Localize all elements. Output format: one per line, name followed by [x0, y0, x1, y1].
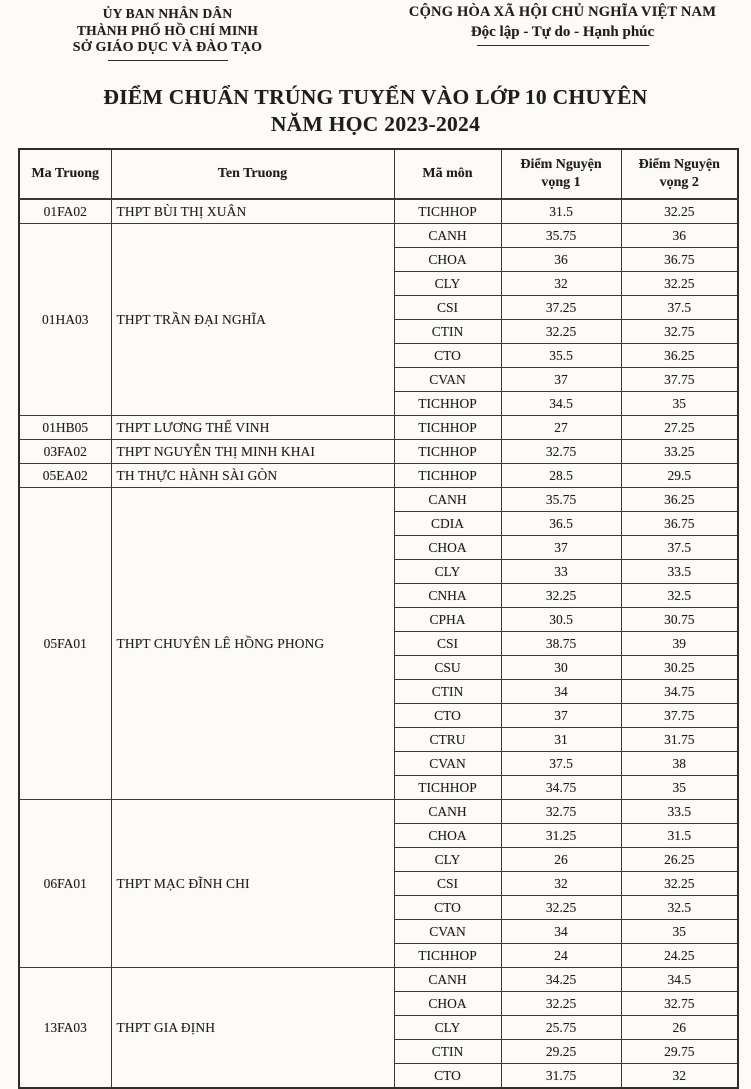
school-name-cell: TH THỰC HÀNH SÀI GÒN: [111, 464, 394, 488]
school-code-cell: 05EA02: [19, 464, 111, 488]
score-nv1-cell: 32.75: [501, 800, 621, 824]
score-nv2-cell: 35: [621, 392, 738, 416]
subject-code-cell: CHOA: [394, 824, 501, 848]
score-nv2-cell: 33.25: [621, 440, 738, 464]
subject-code-cell: CNHA: [394, 584, 501, 608]
score-nv2-cell: 36.25: [621, 344, 738, 368]
subject-code-cell: TICHHOP: [394, 440, 501, 464]
score-nv1-cell: 31.75: [501, 1064, 621, 1089]
score-nv2-cell: 39: [621, 632, 738, 656]
score-nv1-cell: 37: [501, 704, 621, 728]
subject-code-cell: CSI: [394, 872, 501, 896]
subject-code-cell: CTIN: [394, 680, 501, 704]
score-nv1-cell: 33: [501, 560, 621, 584]
subject-code-cell: CTIN: [394, 320, 501, 344]
score-nv1-cell: 30.5: [501, 608, 621, 632]
header-ten-truong: Ten Truong: [111, 149, 394, 199]
subject-code-cell: CTO: [394, 1064, 501, 1089]
scores-table: [18, 148, 739, 1089]
header-ma-truong: Ma Truong: [19, 149, 111, 199]
score-nv2-cell: 32.5: [621, 896, 738, 920]
subject-code-cell: CANH: [394, 224, 501, 248]
score-nv2-cell: 31.75: [621, 728, 738, 752]
subject-code-cell: TICHHOP: [394, 392, 501, 416]
issuer-line-1: ỦY BAN NHÂN DÂN: [102, 6, 233, 21]
subject-code-cell: TICHHOP: [394, 944, 501, 968]
score-nv2-cell: 32.25: [621, 872, 738, 896]
score-nv2-cell: 32.75: [621, 320, 738, 344]
subject-code-cell: CTIN: [394, 1040, 501, 1064]
score-nv1-cell: 34: [501, 920, 621, 944]
score-nv1-cell: 34.5: [501, 392, 621, 416]
school-code-cell: 06FA01: [19, 800, 111, 968]
score-nv1-cell: 27: [501, 416, 621, 440]
school-name-cell: THPT TRẦN ĐẠI NGHĨA: [111, 224, 394, 416]
page-title-line-1: ĐIỂM CHUẨN TRÚNG TUYỂN VÀO LỚP 10 CHUYÊN: [103, 85, 648, 109]
score-nv1-cell: 32.75: [501, 440, 621, 464]
school-code-cell: 01HA03: [19, 224, 111, 416]
score-nv1-cell: 26: [501, 848, 621, 872]
header-diem-nv1: Điểm Nguyện vọng 1: [501, 149, 621, 199]
score-nv2-cell: 27.25: [621, 416, 738, 440]
score-nv2-cell: 37.5: [621, 536, 738, 560]
table-row: [19, 488, 738, 512]
score-nv1-cell: 30: [501, 656, 621, 680]
subject-code-cell: CTO: [394, 344, 501, 368]
score-nv1-cell: 37: [501, 536, 621, 560]
score-nv1-cell: 32: [501, 272, 621, 296]
score-nv2-cell: 37.75: [621, 704, 738, 728]
school-code-cell: 03FA02: [19, 440, 111, 464]
score-nv2-cell: 29.5: [621, 464, 738, 488]
score-nv2-cell: 31.5: [621, 824, 738, 848]
score-nv2-cell: 26: [621, 1016, 738, 1040]
score-nv2-cell: 37.5: [621, 296, 738, 320]
score-nv2-cell: 35: [621, 920, 738, 944]
score-nv1-cell: 32.25: [501, 584, 621, 608]
score-nv2-cell: 32.75: [621, 992, 738, 1016]
subject-code-cell: CTO: [394, 704, 501, 728]
school-name-cell: THPT MẠC ĐĨNH CHI: [111, 800, 394, 968]
subject-code-cell: CVAN: [394, 920, 501, 944]
score-nv2-cell: 34.5: [621, 968, 738, 992]
school-name-cell: THPT LƯƠNG THẾ VINH: [111, 416, 394, 440]
subject-code-cell: TICHHOP: [394, 416, 501, 440]
score-nv1-cell: 31: [501, 728, 621, 752]
table-row: [19, 440, 738, 464]
subject-code-cell: CSU: [394, 656, 501, 680]
score-nv1-cell: 37.25: [501, 296, 621, 320]
score-nv1-cell: 36.5: [501, 512, 621, 536]
score-nv1-cell: 32.25: [501, 992, 621, 1016]
table-row: [19, 968, 738, 992]
motto-underline: [477, 45, 649, 46]
score-nv2-cell: 36: [621, 224, 738, 248]
subject-code-cell: CPHA: [394, 608, 501, 632]
score-nv1-cell: 36: [501, 248, 621, 272]
subject-code-cell: CANH: [394, 968, 501, 992]
school-name-cell: THPT BÙI THỊ XUÂN: [111, 199, 394, 224]
score-nv1-cell: 25.75: [501, 1016, 621, 1040]
subject-code-cell: CANH: [394, 488, 501, 512]
score-nv1-cell: 31.25: [501, 824, 621, 848]
issuer-block: [45, 5, 290, 61]
score-nv1-cell: 38.75: [501, 632, 621, 656]
school-code-cell: 05FA01: [19, 488, 111, 800]
score-nv2-cell: 29.75: [621, 1040, 738, 1064]
school-code-cell: 13FA03: [19, 968, 111, 1089]
score-nv1-cell: 37.5: [501, 752, 621, 776]
table-body: [19, 199, 738, 1088]
score-nv1-cell: 35.75: [501, 224, 621, 248]
subject-code-cell: TICHHOP: [394, 464, 501, 488]
issuer-line-3: SỞ GIÁO DỤC VÀ ĐÀO TẠO: [72, 40, 263, 55]
header-ma-mon: Mã môn: [394, 149, 501, 199]
issuer-line-2: THÀNH PHỐ HỒ CHÍ MINH: [76, 23, 259, 38]
score-nv2-cell: 37.75: [621, 368, 738, 392]
score-nv2-cell: 30.75: [621, 608, 738, 632]
table-row: [19, 464, 738, 488]
subject-code-cell: CDIA: [394, 512, 501, 536]
table-row: [19, 224, 738, 248]
subject-code-cell: CVAN: [394, 752, 501, 776]
subject-code-cell: CTRU: [394, 728, 501, 752]
score-nv2-cell: 38: [621, 752, 738, 776]
score-nv2-cell: 32.25: [621, 199, 738, 224]
score-nv2-cell: 24.25: [621, 944, 738, 968]
subject-code-cell: TICHHOP: [394, 776, 501, 800]
school-code-cell: 01FA02: [19, 199, 111, 224]
subject-code-cell: CLY: [394, 1016, 501, 1040]
subject-code-cell: CLY: [394, 272, 501, 296]
score-nv2-cell: 33.5: [621, 560, 738, 584]
score-nv1-cell: 29.25: [501, 1040, 621, 1064]
national-motto-line-1: CỘNG HÒA XÃ HỘI CHỦ NGHĨA VIỆT NAM: [408, 4, 717, 20]
score-nv1-cell: 35.75: [501, 488, 621, 512]
issuer-underline: [108, 60, 228, 61]
subject-code-cell: CANH: [394, 800, 501, 824]
score-nv1-cell: 34.75: [501, 776, 621, 800]
score-nv2-cell: 35: [621, 776, 738, 800]
score-nv2-cell: 32: [621, 1064, 738, 1089]
score-nv1-cell: 34.25: [501, 968, 621, 992]
score-nv2-cell: 34.75: [621, 680, 738, 704]
subject-code-cell: CHOA: [394, 248, 501, 272]
subject-code-cell: CSI: [394, 632, 501, 656]
school-name-cell: THPT NGUYỄN THỊ MINH KHAI: [111, 440, 394, 464]
score-nv1-cell: 24: [501, 944, 621, 968]
subject-code-cell: CLY: [394, 848, 501, 872]
school-code-cell: 01HB05: [19, 416, 111, 440]
subject-code-cell: CLY: [394, 560, 501, 584]
score-nv1-cell: 32: [501, 872, 621, 896]
score-nv2-cell: 32.25: [621, 272, 738, 296]
table-row: [19, 199, 738, 224]
score-nv1-cell: 35.5: [501, 344, 621, 368]
subject-code-cell: CHOA: [394, 536, 501, 560]
subject-code-cell: CHOA: [394, 992, 501, 1016]
national-motto-line-2: Độc lập - Tự do - Hạnh phúc: [470, 24, 655, 40]
score-nv2-cell: 32.5: [621, 584, 738, 608]
score-nv2-cell: 30.25: [621, 656, 738, 680]
score-nv1-cell: 28.5: [501, 464, 621, 488]
score-nv2-cell: 36.75: [621, 248, 738, 272]
table-row: [19, 416, 738, 440]
header-diem-nv2: Điểm Nguyện vọng 2: [621, 149, 738, 199]
page-title: [0, 84, 751, 138]
national-motto-block: [395, 3, 730, 46]
score-nv2-cell: 36.75: [621, 512, 738, 536]
subject-code-cell: CSI: [394, 296, 501, 320]
score-nv2-cell: 36.25: [621, 488, 738, 512]
score-nv1-cell: 37: [501, 368, 621, 392]
score-nv1-cell: 32.25: [501, 320, 621, 344]
table-header-row: [19, 149, 738, 199]
score-nv1-cell: 34: [501, 680, 621, 704]
score-nv1-cell: 32.25: [501, 896, 621, 920]
school-name-cell: THPT GIA ĐỊNH: [111, 968, 394, 1089]
score-nv2-cell: 26.25: [621, 848, 738, 872]
school-name-cell: THPT CHUYÊN LÊ HỒNG PHONG: [111, 488, 394, 800]
score-nv2-cell: 33.5: [621, 800, 738, 824]
subject-code-cell: CVAN: [394, 368, 501, 392]
page-title-line-2: NĂM HỌC 2023-2024: [270, 112, 481, 136]
score-nv1-cell: 31.5: [501, 199, 621, 224]
subject-code-cell: CTO: [394, 896, 501, 920]
table-row: [19, 800, 738, 824]
subject-code-cell: TICHHOP: [394, 199, 501, 224]
